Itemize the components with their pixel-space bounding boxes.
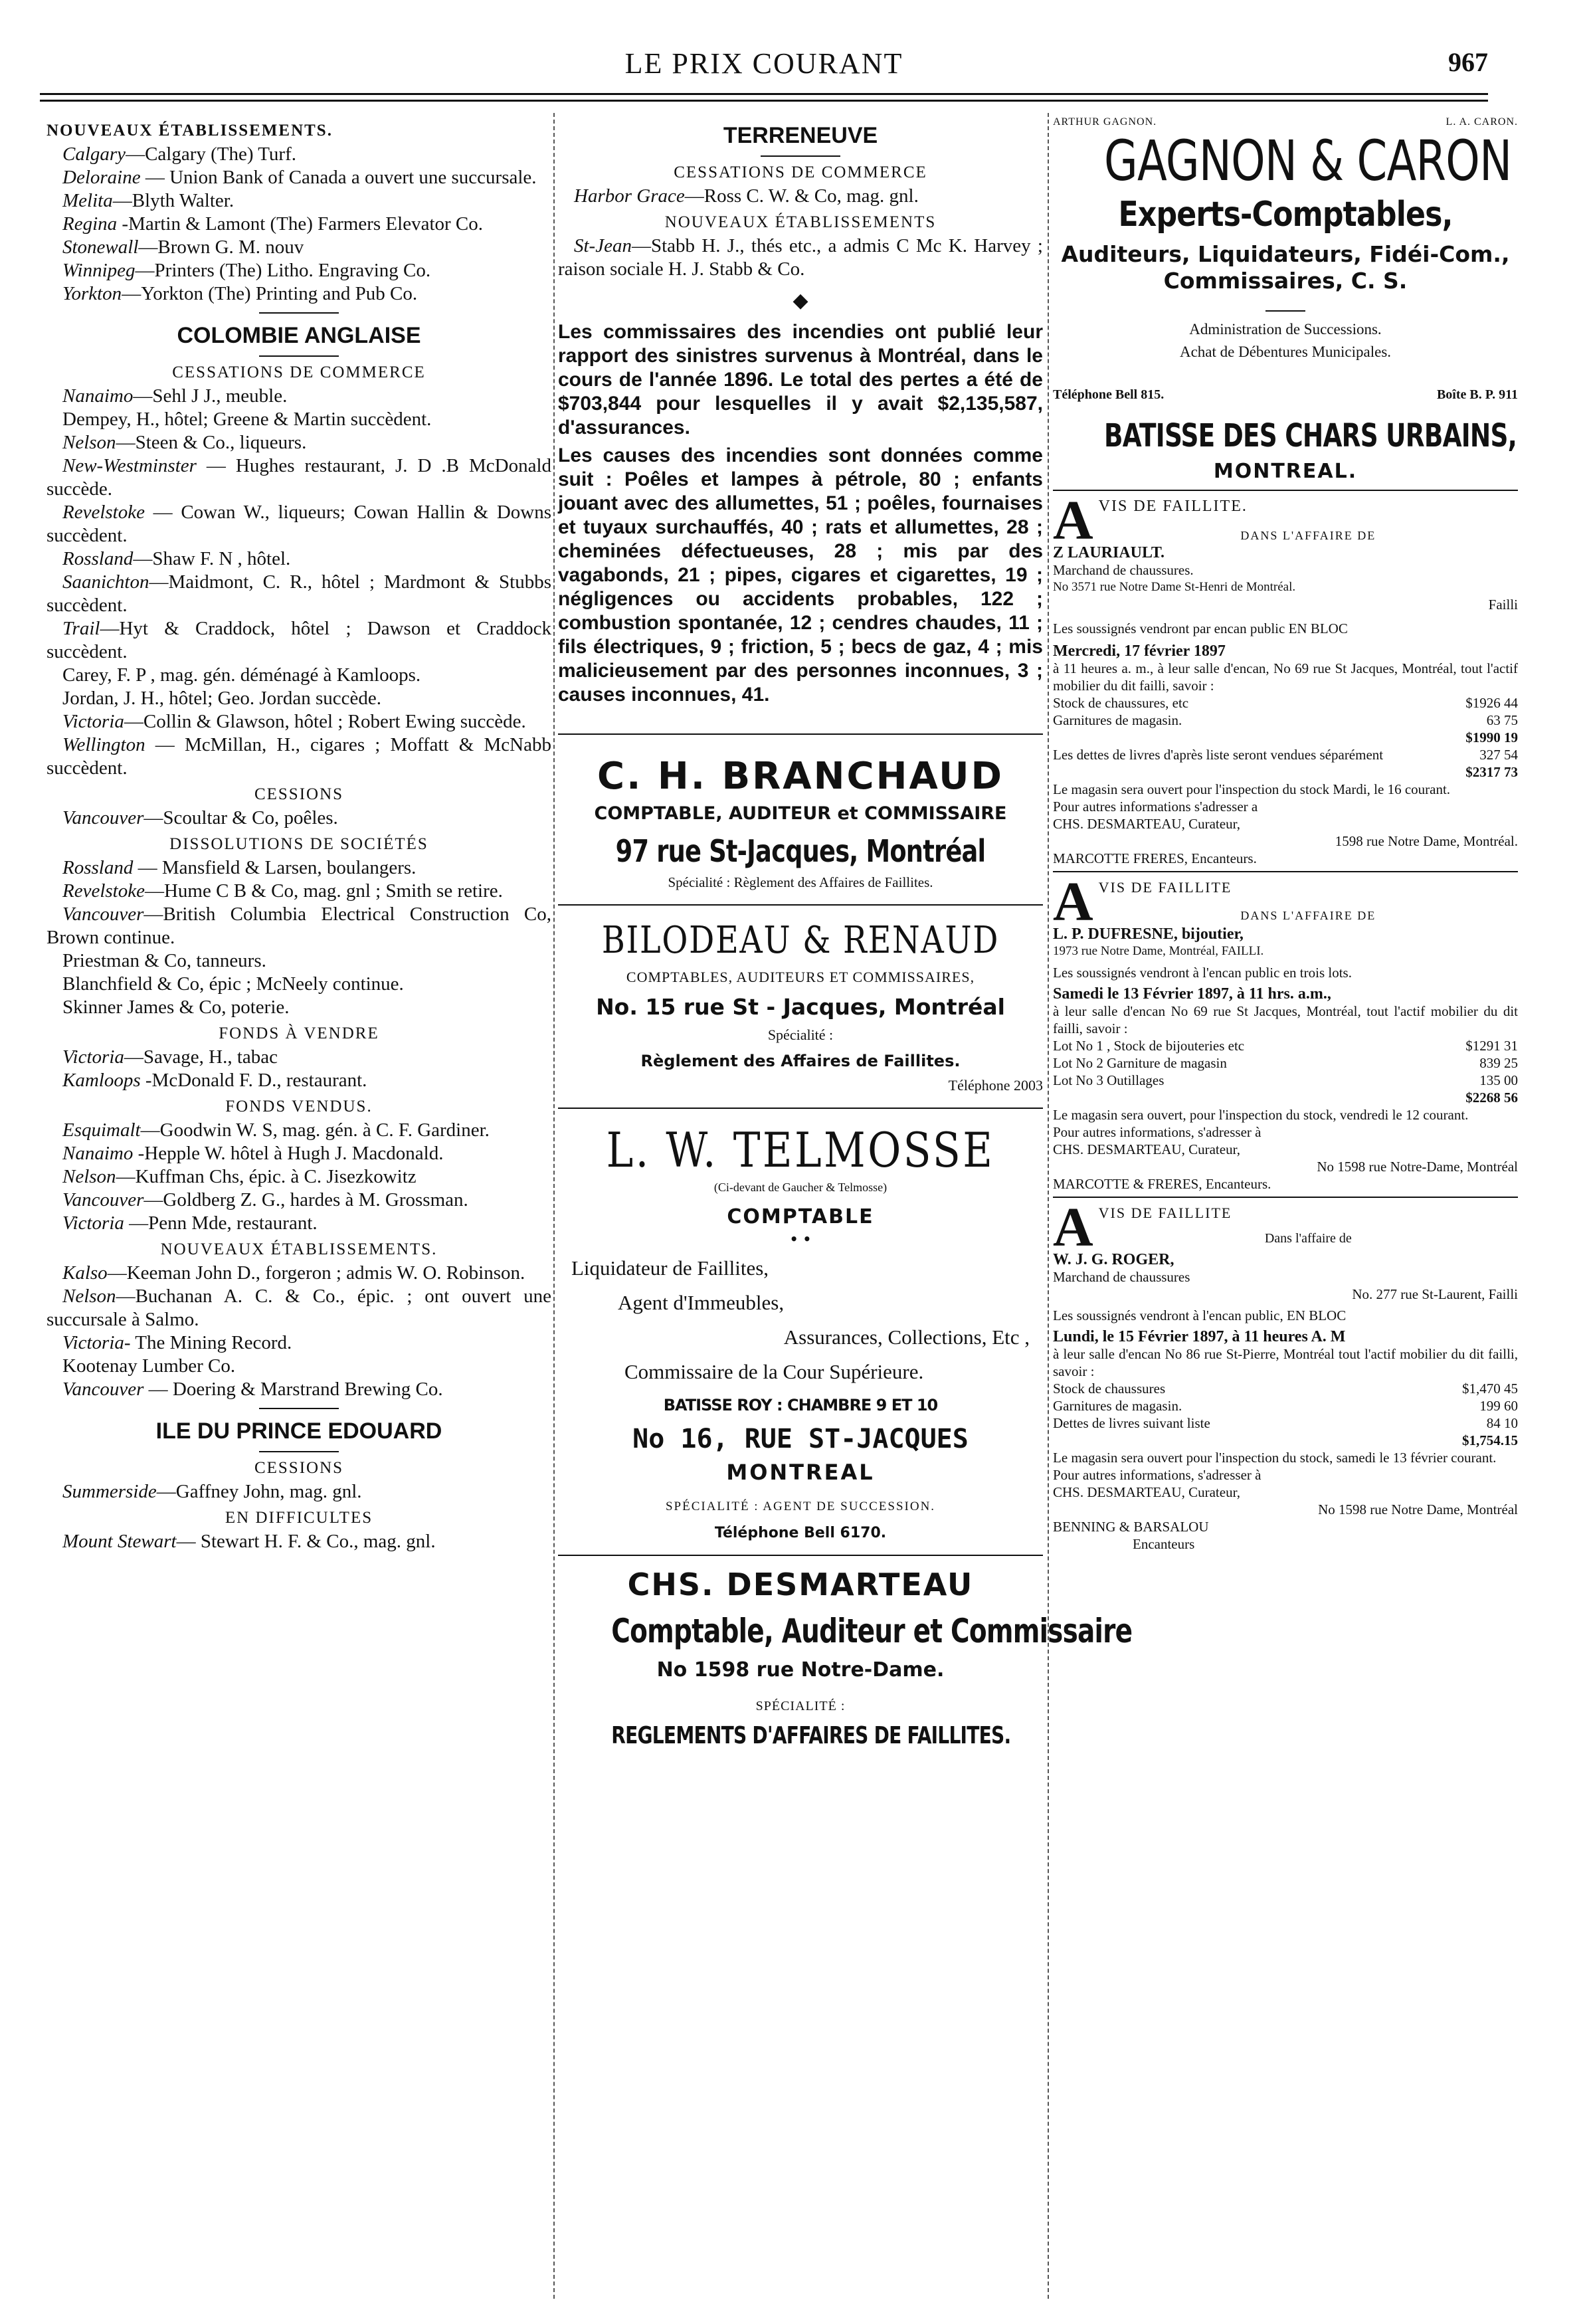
entry-place: Rossland [62, 548, 134, 569]
notice-title: VIS DE FAILLITE [1098, 1205, 1232, 1221]
notice-item [1053, 1414, 1518, 1432]
ad-services [558, 1251, 1043, 1389]
entry-place: Winnipeg [62, 260, 136, 281]
divider [259, 1451, 339, 1452]
firm-building: BATISSE DES CHARS URBAINS, [1104, 417, 1517, 454]
entry-text: Kootenay Lumber Co. [62, 1355, 236, 1377]
ornament-icon: ◆ [793, 290, 808, 312]
branchaud-ad [558, 755, 1043, 891]
item-value: $1291 31 [1465, 1038, 1518, 1054]
ad-building: BATISSE ROY : CHAMBRE 9 ET 10 [663, 1396, 938, 1414]
entry-item [47, 903, 551, 949]
entry-text: —Yorkton (The) Printing and Pub Co. [122, 283, 418, 304]
ad-specialty-label: Spécialité : [767, 1026, 834, 1043]
entry-item [47, 949, 551, 973]
entry-text: Skinner James & Co, poterie. [62, 997, 290, 1018]
notice-auctioneer-role: Encanteurs [1133, 1536, 1195, 1552]
entry-item [47, 687, 551, 710]
notice-title: VIS DE FAILLITE [1098, 879, 1232, 896]
notice-text: Le magasin sera ouvert, pour l'inspection du stock, vendredi le 12 courant. [1053, 1107, 1469, 1123]
ad-previous-firm: (Ci-devant de Gaucher & Telmosse) [713, 1181, 888, 1194]
notice-address: 1973 rue Notre Dame, Montréal, FAILLI. [1053, 944, 1264, 958]
entry-item [47, 385, 551, 408]
entry-text: — Cowan W., liqueurs; Cowan Hallin & Downs succèdent. [47, 502, 551, 546]
entry-place: New-Westminster [62, 455, 197, 476]
ad-role: COMPTABLE [727, 1205, 874, 1228]
entry-item [558, 185, 1043, 208]
drop-cap: A [1053, 490, 1093, 551]
entry-item [47, 1480, 551, 1503]
ad-name: CHS. DESMARTEAU [627, 1567, 974, 1602]
notice-curator-address: No 1598 rue Notre-Dame, Montréal [1317, 1159, 1518, 1175]
entry-place: Nanaimo [62, 385, 134, 407]
entry-place: Calgary [62, 144, 126, 165]
item-value: 63 75 [1486, 712, 1518, 728]
subsection-heading: CESSATIONS DE COMMERCE [172, 363, 426, 381]
entry-item [47, 213, 551, 236]
notice-date: Lundi, le 15 Février 1897, à 11 heures A. M [1053, 1328, 1346, 1345]
item-label: Garnitures de magasin. [1053, 712, 1182, 728]
notice-curator: CHS. DESMARTEAU, Curateur, [1053, 1141, 1240, 1157]
entry-item [47, 1212, 551, 1235]
notice-item [1053, 1397, 1518, 1414]
divider [259, 355, 339, 357]
entry-item [47, 571, 551, 617]
entry-item [47, 1069, 551, 1092]
po-box: Boîte B. P. 911 [1436, 387, 1518, 402]
ad-name: L. W. TELMOSSE [606, 1122, 995, 1178]
ad-name: C. H. BRANCHAUD [597, 755, 1004, 798]
subsection-heading: NOUVEAUX ÉTABLISSEMENTS [664, 213, 937, 231]
notice-text: Les soussignés vendront à l'encan public en trois lots. [1053, 965, 1352, 981]
subsection-heading: CESSIONS [254, 785, 344, 803]
item-label: Lot No 3 Outillages [1053, 1072, 1165, 1088]
notice-date: Samedi le 13 Février 1897, à 11 hrs. a.m., [1053, 985, 1331, 1003]
entry-item [47, 501, 551, 547]
notice-item [1053, 746, 1518, 763]
item-label: Les dettes de livres d'après liste seront vendues séparément [1053, 747, 1384, 763]
entry-place: Mount Stewart [62, 1531, 177, 1552]
subsection-heading: CESSATIONS DE COMMERCE [674, 163, 927, 181]
firm-line: Administration de Successions. [1189, 321, 1382, 338]
gagnon-caron-ad [1053, 116, 1518, 483]
item-value: $1,470 45 [1462, 1381, 1518, 1397]
entry-item [47, 1046, 551, 1069]
entry-text: — Hughes restaurant, J. D .B McDonald succède. [47, 455, 551, 500]
notice-curator-address: No 1598 rue Notre Dame, Montréal [1318, 1501, 1518, 1517]
entry-place: Trail [62, 618, 100, 639]
notice-subtotal: $1990 19 [1465, 729, 1518, 745]
item-label: Stock de chaussures [1053, 1381, 1166, 1397]
notice-info: Pour autres informations, s'adresser à [1053, 1467, 1262, 1483]
notice-item [1053, 694, 1518, 712]
fire-report-paragraph: Les commissaires des incendies ont publié leur rapport des sinistres survenus à Montréal, dans le cours de l'année 1896. Le total des pertes a été de $703,844 pour lesquelles il y avait $2,135,587, d'assurances. [558, 321, 1043, 438]
notice-auctioneer: MARCOTTE FRERES, Encanteurs. [1053, 850, 1257, 866]
ad-phone: Téléphone 2003 [948, 1077, 1043, 1094]
entry-list [47, 1480, 551, 1503]
ad-phone: Téléphone Bell 6170. [714, 1525, 887, 1541]
notice-info: Pour autres informations s'adresser a [1053, 799, 1258, 815]
ad-specialty-label: SPÉCIALITÉ : [755, 1699, 846, 1713]
entry-list [558, 235, 1043, 281]
entry-text: —Sehl J J., meuble. [133, 385, 288, 407]
phone: Téléphone Bell 815. [1053, 387, 1165, 402]
notice-auctioneer: MARCOTTE & FRERES, Encanteurs. [1053, 1176, 1271, 1192]
item-label: Garnitures de magasin. [1053, 1398, 1182, 1414]
notice-item [1053, 1037, 1518, 1054]
entry-place: Vancouver [62, 904, 144, 925]
drop-cap: A [1053, 1197, 1093, 1258]
ad-specialty: SPÉCIALITÉ : AGENT DE SUCCESSION. [665, 1500, 936, 1513]
divider [558, 733, 1043, 735]
fire-causes-paragraph: Les causes des incendies sont données comme suit : Poêles et lampes à pétrole, 80 ; enfants jouant avec des allumettes, 51 ; poêles, fournaises et tuyaux surchauffés, 40 ; rats et allumettes, 28 ; cheminées défectueuses, 28 ; mis par des vagabonds, 21 ; pipes, cigares et cigarettes, 19 ; négligences ou accidents probables, 122 ; combustion spontanée, 12 ; cendres chaudes, 11 ; fils électriques, 9 ; friction, 5 ; becs de gaz, 4 ; mis malicieusement par des personnes inconnues, 3 ; causes inconnues, 41. [558, 444, 1043, 706]
entry-item [47, 189, 551, 213]
divider [1053, 1197, 1518, 1198]
subsection-heading: FONDS À VENDRE [219, 1024, 379, 1042]
entry-item [47, 1378, 551, 1401]
ad-specialty: Règlement des Affaires de Faillites. [640, 1052, 961, 1070]
entry-place: Revelstoke [62, 502, 145, 523]
notice-address: No. 277 rue St-Laurent, Failli [1352, 1286, 1518, 1302]
entry-text: Blanchfield & Co, épic ; McNeely continue. [62, 973, 404, 995]
entry-place: Esquimalt [62, 1119, 141, 1141]
entry-text: —Blyth Walter. [112, 190, 234, 211]
entry-place: Regina [62, 213, 118, 235]
subsection-heading: EN DIFFICULTES [225, 1509, 373, 1527]
entry-text: Priestman & Co, tanneurs. [62, 950, 266, 971]
ad-city: MONTREAL [726, 1460, 875, 1485]
entry-place: Stonewall [62, 237, 139, 258]
ad-address: No 16, RUE ST-JACQUES [632, 1424, 969, 1454]
entry-list [47, 1119, 551, 1235]
entry-text: — Doering & Marstrand Brewing Co. [143, 1379, 443, 1400]
notice-trade: Marchand de chaussures. [1053, 562, 1194, 578]
entry-item [47, 710, 551, 733]
entry-text: —Steen & Co., liqueurs. [116, 432, 307, 453]
notice-curator: CHS. DESMARTEAU, Curateur, [1053, 1484, 1240, 1500]
column-divider [553, 113, 555, 2299]
header-rule [40, 93, 1488, 95]
entry-place: Nelson [62, 432, 116, 453]
entry-item [47, 807, 551, 830]
partners-row [1053, 116, 1518, 128]
entry-text: — Union Bank of Canada a ouvert une succursale. [140, 167, 537, 188]
entry-text: —Calgary (The) Turf. [126, 144, 296, 165]
item-value: 84 10 [1486, 1415, 1518, 1431]
entry-list [47, 143, 551, 306]
entry-place: Summerside [62, 1481, 157, 1502]
entry-item [47, 547, 551, 571]
notice-curator-address: 1598 rue Notre Dame, Montréal. [1335, 833, 1518, 849]
notice-address: No 3571 rue Notre Dame St-Henri de Montréal. [1053, 580, 1296, 594]
entry-item [47, 1262, 551, 1285]
notice-person: L. P. DUFRESNE, bijoutier, [1053, 925, 1244, 943]
item-value: $1926 44 [1465, 695, 1518, 711]
entry-item [47, 1285, 551, 1331]
divider [1053, 871, 1518, 872]
bankruptcy-notice [1053, 1197, 1518, 1553]
entry-item [47, 617, 551, 664]
item-value: 839 25 [1479, 1055, 1518, 1071]
entry-item [47, 143, 551, 166]
entry-text: —Stabb H. J., thés etc., a admis C Mc K. Harvey ; raison sociale H. J. Stabb & Co. [558, 235, 1043, 280]
entry-text: —British Columbia Electrical Construction Co, Brown continue. [47, 904, 551, 948]
entry-text: —Hyt & Craddock, hôtel ; Dawson et Craddock succèdent. [47, 618, 551, 662]
firm-subtitle: Auditeurs, Liquidateurs, Fidéi-Com., Commissaires, C. S. [1061, 241, 1510, 294]
entry-text: —Ross C. W. & Co, mag. gnl. [684, 185, 919, 207]
subsection-heading: NOUVEAUX ÉTABLISSEMENTS. [160, 1240, 438, 1258]
entry-item [47, 236, 551, 259]
entry-item [47, 1189, 551, 1212]
telmosse-ad [558, 1122, 1043, 1541]
entry-list [47, 1262, 551, 1401]
firm-name: GAGNON & CARON [1104, 128, 1512, 193]
notice-auctioneer: BENNING & BARSALOU [1053, 1519, 1209, 1535]
bilodeau-ad [558, 919, 1043, 1094]
notice-total: $2268 56 [1465, 1090, 1518, 1106]
entry-text: —Penn Mde, restaurant. [124, 1212, 318, 1234]
entry-item [47, 880, 551, 903]
notice-text: à leur salle d'encan No 69 rue St Jacques, Montréal, tout l'actif mobilier du dit failli, savoir : [1053, 1003, 1518, 1036]
entry-text: —Shaw F. N , hôtel. [133, 548, 291, 569]
entry-text: —Goodwin W. S, mag. gén. à C. F. Gardiner. [140, 1119, 490, 1141]
entry-item [47, 1142, 551, 1165]
ad-role: COMPTABLE, AUDITEUR et COMMISSAIRE [594, 803, 1007, 824]
entry-item [47, 733, 551, 780]
entry-text: — Stewart H. F. & Co., mag. gnl. [176, 1531, 436, 1552]
divider [558, 904, 1043, 906]
bankruptcy-notice [1053, 871, 1518, 1193]
page-title: LE PRIX COURANT [624, 47, 903, 80]
notice-text: Le magasin sera ouvert pour l'inspection du stock Mardi, le 16 courant. [1053, 781, 1451, 797]
entry-item [47, 664, 551, 687]
item-value: 327 54 [1479, 747, 1518, 763]
entry-place: Nanaimo [62, 1143, 134, 1164]
entry-place: Yorkton [62, 283, 122, 304]
entry-text: Carey, F. P , mag. gén. déménagé à Kamloops. [62, 664, 421, 686]
section-heading: COLOMBIE ANGLAISE [177, 323, 421, 348]
item-value: 199 60 [1479, 1398, 1518, 1414]
entry-list [47, 385, 551, 780]
notice-trade: Marchand de chaussures [1053, 1269, 1190, 1285]
entry-text: —Kuffman Chs, épic. à C. Jisezkowitz [116, 1166, 417, 1187]
notice-item [1053, 1380, 1518, 1397]
entry-item [47, 996, 551, 1019]
subsection-heading: FONDS VENDUS. [225, 1098, 373, 1115]
bankruptcy-notice [1053, 490, 1518, 867]
entry-list [47, 1530, 551, 1553]
notice-text: Les soussignés vendront par encan public EN BLOC [1053, 621, 1348, 636]
notice-text: à 11 heures a. m., à leur salle d'encan, No 69 rue St Jacques, Montréal, tout l'actif mobilier du dit failli, savoir : [1053, 660, 1518, 694]
divider [259, 1408, 339, 1409]
ad-role: COMPTABLES, AUDITEURS ET COMMISSAIRES, [626, 969, 975, 985]
subsection-heading: CESSIONS [254, 1459, 344, 1477]
ad-specialty: REGLEMENTS D'AFFAIRES DE FAILLITES. [611, 1722, 1011, 1749]
entry-list [47, 856, 551, 1019]
item-label: Dettes de livres suivant liste [1053, 1415, 1210, 1431]
entry-list [47, 1046, 551, 1092]
section-heading: ILE DU PRINCE EDOUARD [155, 1418, 442, 1444]
subsection-heading: DISSOLUTIONS DE SOCIÉTÉS [169, 835, 428, 853]
ad-service-line: Agent d'Immeubles, [618, 1291, 785, 1314]
entry-text: —Goldberg Z. G., hardes à M. Grossman. [143, 1189, 468, 1210]
notice-total: $2317 73 [1465, 764, 1518, 780]
entry-place: Kamloops [62, 1070, 141, 1091]
notice-item [1053, 1072, 1518, 1089]
entry-item [47, 259, 551, 282]
ad-service-line: Assurances, Collections, Etc , [783, 1325, 1030, 1349]
notice-text: Les soussignés vendront à l'encan public, EN BLOC [1053, 1307, 1347, 1323]
entry-list [558, 185, 1043, 208]
entry-text: -Martin & Lamont (The) Farmers Elevator Co. [117, 213, 484, 235]
notice-status: Failli [1488, 597, 1518, 613]
ad-name: BILODEAU & RENAUD [601, 919, 1000, 962]
page-header [40, 40, 1488, 86]
notice-title: VIS DE FAILLITE. [1098, 498, 1248, 515]
entry-text: -Hepple W. hôtel à Hugh J. Macdonald. [133, 1143, 444, 1164]
column-divider [1048, 113, 1049, 2299]
entry-item [47, 1165, 551, 1189]
ad-service-line: Commissaire de la Cour Supérieure. [624, 1360, 924, 1383]
entry-text: —Collin & Glawson, hôtel ; Robert Ewing succède. [124, 711, 526, 732]
entry-place: Melita [62, 190, 113, 211]
drop-cap: A [1053, 871, 1093, 933]
entry-place: St-Jean [574, 235, 632, 256]
entry-text: — McMillan, H., cigares ; Moffatt & McNabb succèdent. [47, 734, 551, 779]
column-left [47, 116, 551, 1553]
notice-in-re: DANS L'AFFAIRE DE [1240, 909, 1376, 922]
entry-item [558, 235, 1043, 281]
entry-text: —Scoultar & Co, poêles. [143, 807, 338, 828]
entry-place: Rossland [62, 857, 134, 878]
notice-item [1053, 712, 1518, 729]
entry-text: —Keeman John D., forgeron ; admis W. O. Robinson. [107, 1262, 525, 1284]
entry-place: Saanichton [62, 571, 149, 593]
divider [1053, 490, 1518, 491]
entry-place: Nelson [62, 1286, 116, 1307]
entry-item [47, 1355, 551, 1378]
notice-date: Mercredi, 17 février 1897 [1053, 642, 1226, 660]
entry-item [47, 856, 551, 880]
column-right [1053, 116, 1518, 1553]
notice-text: à leur salle d'encan No 86 rue St-Pierre, Montréal tout l'actif mobilier du dit failli, savoir : [1053, 1346, 1518, 1379]
header-rule-2 [40, 100, 1488, 102]
entry-text: —Gaffney John, mag. gnl. [156, 1481, 362, 1502]
entry-text: — Mansfield & Larsen, boulangers. [133, 857, 417, 878]
entry-place: Victoria [62, 1332, 124, 1353]
item-label: Stock de chaussures, etc [1053, 695, 1189, 711]
entry-item [47, 431, 551, 454]
ad-dots: • • [789, 1231, 812, 1247]
entry-text: —Brown G. M. nouv [138, 237, 304, 258]
entry-place: Victoria [62, 1046, 124, 1068]
entry-place: Deloraine [62, 167, 141, 188]
divider [558, 1108, 1043, 1109]
notice-total: $1,754.15 [1462, 1432, 1518, 1448]
entry-place: Revelstoke [62, 880, 145, 902]
entry-text: Dempey, H., hôtel; Greene & Martin succèdent. [62, 409, 432, 430]
entry-place: Harbor Grace [574, 185, 685, 207]
item-label: Lot No 2 Garniture de magasin [1053, 1055, 1227, 1071]
divider [761, 155, 840, 157]
item-label: Lot No 1 , Stock de bijouteries etc [1053, 1038, 1245, 1054]
ad-address: No 1598 rue Notre-Dame. [656, 1658, 945, 1682]
entry-text: —Maidmont, C. R., hôtel ; Mardmont & Stubbs succèdent. [47, 571, 551, 616]
divider [259, 312, 339, 314]
partner-name: L. A. CARON. [1446, 116, 1518, 128]
entry-text: —Buchanan A. C. & Co., épic. ; ont ouvert une succursale à Salmo. [47, 1286, 551, 1330]
entry-text: -McDonald F. D., restaurant. [140, 1070, 367, 1091]
entry-place: Vancouver [62, 1189, 144, 1210]
entry-item [47, 973, 551, 996]
entry-place: Vancouver [62, 1379, 144, 1400]
firm-city: MONTREAL. [1213, 460, 1358, 483]
notice-person: W. J. G. ROGER, [1053, 1251, 1174, 1268]
contact-row [1053, 387, 1518, 403]
ad-specialty: Spécialité : Règlement des Affaires de Faillites. [668, 874, 933, 890]
partner-name: ARTHUR GAGNON. [1053, 116, 1157, 128]
ad-service-line: Liquidateur de Faillites, [571, 1256, 769, 1280]
entry-item [47, 1119, 551, 1142]
entry-text: - The Mining Record. [124, 1332, 292, 1353]
notice-info: Pour autres informations, s'adresser à [1053, 1124, 1262, 1140]
entry-place: Victoria [62, 711, 124, 732]
section-heading: TERRENEUVE [723, 123, 878, 148]
entry-place: Kalso [62, 1262, 108, 1284]
firm-line: Achat de Débentures Municipales. [1179, 343, 1392, 360]
entry-item [47, 408, 551, 431]
entry-list [47, 807, 551, 830]
entry-text: Jordan, J. H., hôtel; Geo. Jordan succède. [62, 688, 381, 709]
entry-text: —Savage, H., tabac [124, 1046, 278, 1068]
entry-item [47, 166, 551, 189]
entry-text: —Printers (The) Litho. Engraving Co. [135, 260, 431, 281]
firm-title: Experts-Comptables, [1118, 195, 1453, 235]
ad-address: 97 rue St-Jacques, Montréal [615, 833, 986, 869]
notice-in-re: Dans l'affaire de [1264, 1231, 1352, 1246]
divider [558, 1555, 1043, 1556]
divider [1265, 310, 1305, 312]
entry-item [47, 1530, 551, 1553]
entry-place: Wellington [62, 734, 145, 755]
entry-text: —Hume C B & Co, mag. gnl ; Smith se retire. [144, 880, 503, 902]
section-heading: NOUVEAUX ÉTABLISSEMENTS. [47, 122, 333, 140]
desmarteau-ad [558, 1567, 1133, 1749]
notice-person: Z LAURIAULT. [1053, 544, 1165, 561]
entry-place: Nelson [62, 1166, 116, 1187]
entry-item [47, 1331, 551, 1355]
entry-item [47, 454, 551, 501]
notice-curator: CHS. DESMARTEAU, Curateur, [1053, 816, 1240, 832]
notice-text: Le magasin sera ouvert pour l'inspection du stock, samedi le 13 février courant. [1053, 1450, 1497, 1466]
notice-in-re: DANS L'AFFAIRE DE [1240, 529, 1376, 542]
notice-item [1053, 1054, 1518, 1072]
entry-place: Vancouver [62, 807, 144, 828]
item-value: 135 00 [1479, 1072, 1518, 1088]
ad-role: Comptable, Auditeur et Commissaire [611, 1612, 1133, 1650]
entry-item [47, 282, 551, 306]
entry-place: Victoria [62, 1212, 124, 1234]
page-number: 967 [1448, 47, 1488, 77]
ad-address: No. 15 rue St - Jacques, Montréal [596, 994, 1005, 1020]
